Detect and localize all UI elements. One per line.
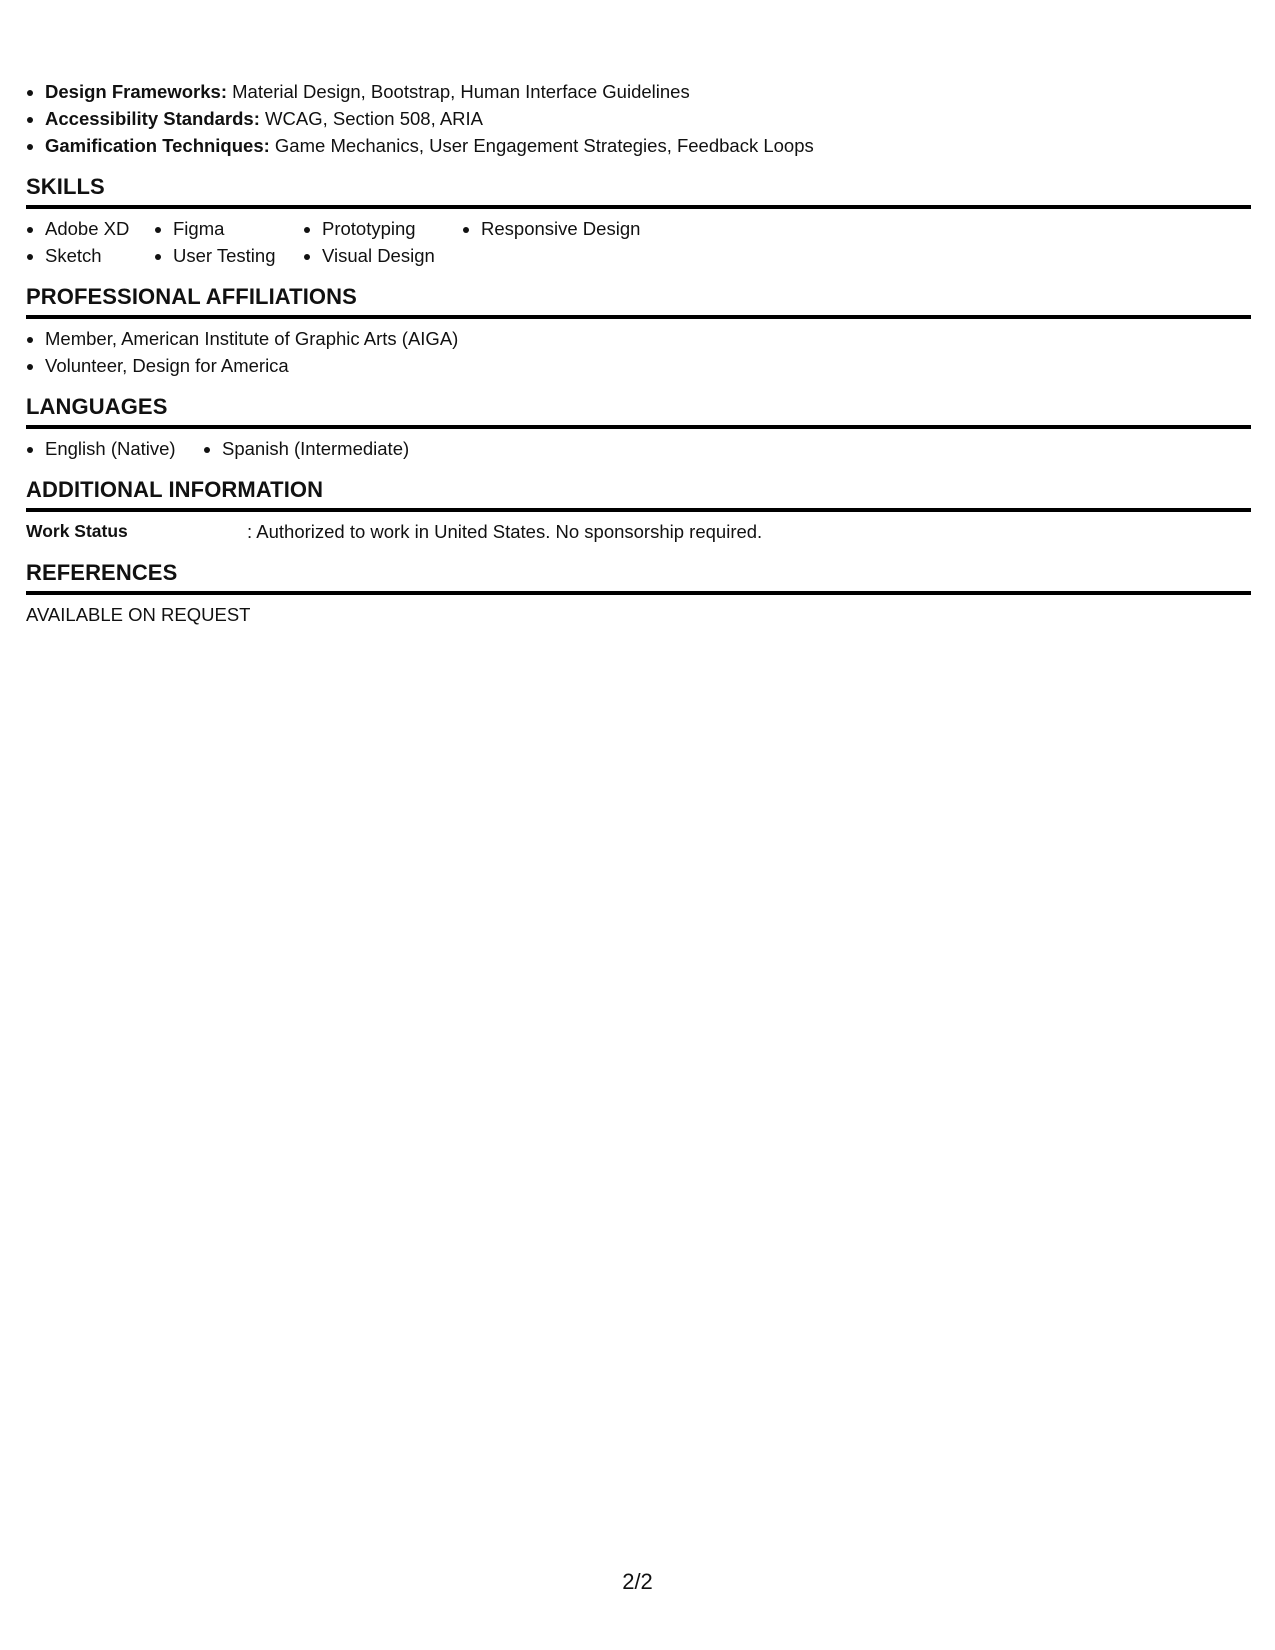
additional-info-section — [26, 476, 1251, 545]
skills-column — [154, 215, 303, 269]
section-divider — [26, 315, 1251, 319]
skills-column — [462, 215, 701, 269]
list-item — [45, 78, 1251, 105]
section-title: REFERENCES — [26, 560, 178, 585]
language-item: • English (Native) — [45, 435, 203, 462]
skills-grid — [26, 215, 1251, 269]
list-item — [45, 105, 1251, 132]
work-status-row — [26, 518, 1251, 545]
languages-column — [26, 435, 203, 462]
section-divider — [26, 508, 1251, 512]
skill-item: • Responsive Design — [481, 215, 701, 242]
list-item-text: Material Design, Bootstrap, Human Interface Guidelines — [226, 81, 690, 102]
work-status-value: : Authorized to work in United States. No sponsorship required. — [247, 521, 763, 542]
section-title: SKILLS — [26, 174, 105, 199]
section-divider — [26, 425, 1251, 429]
list-item-label: Accessibility Standards: — [45, 108, 260, 129]
page-number: 2/2 — [622, 1569, 653, 1594]
section-title: LANGUAGES — [26, 394, 168, 419]
references-text: AVAILABLE ON REQUEST — [26, 604, 251, 625]
language-item: • Spanish (Intermediate) — [222, 435, 409, 462]
list-item-label: Design Frameworks: — [45, 81, 227, 102]
section-divider — [26, 205, 1251, 209]
languages-row — [26, 435, 1251, 462]
section-title: PROFESSIONAL AFFILIATIONS — [26, 284, 357, 309]
skill-item: • Prototyping — [322, 215, 462, 242]
list-item-text: WCAG, Section 508, ARIA — [259, 108, 484, 129]
languages-section — [26, 393, 1251, 462]
skill-item: • Adobe XD — [45, 215, 154, 242]
work-status-label: Work Status — [26, 521, 128, 541]
section-title: ADDITIONAL INFORMATION — [26, 477, 324, 502]
skill-item: • Figma — [173, 215, 303, 242]
list-item-text: Game Mechanics, User Engagement Strategies, Feedback Loops — [269, 135, 814, 156]
skill-item: • Visual Design — [322, 242, 462, 269]
resume-content — [26, 78, 1251, 628]
references-section — [26, 559, 1251, 628]
list-item — [45, 132, 1251, 159]
affiliations-list — [26, 325, 1251, 379]
skills-section — [26, 173, 1251, 269]
skill-item: • User Testing — [173, 242, 303, 269]
section-divider — [26, 591, 1251, 595]
skills-column — [26, 215, 154, 269]
affiliation-item: • Member, American Institute of Graphic Arts (AIGA) — [45, 325, 1251, 352]
languages-column — [203, 435, 409, 462]
skills-column — [303, 215, 462, 269]
affiliation-item: • Volunteer, Design for America — [45, 352, 1251, 379]
technical-skills-list — [26, 78, 1251, 159]
affiliations-section — [26, 283, 1251, 379]
list-item-label: Gamification Techniques: — [45, 135, 270, 156]
skill-item: • Sketch — [45, 242, 154, 269]
